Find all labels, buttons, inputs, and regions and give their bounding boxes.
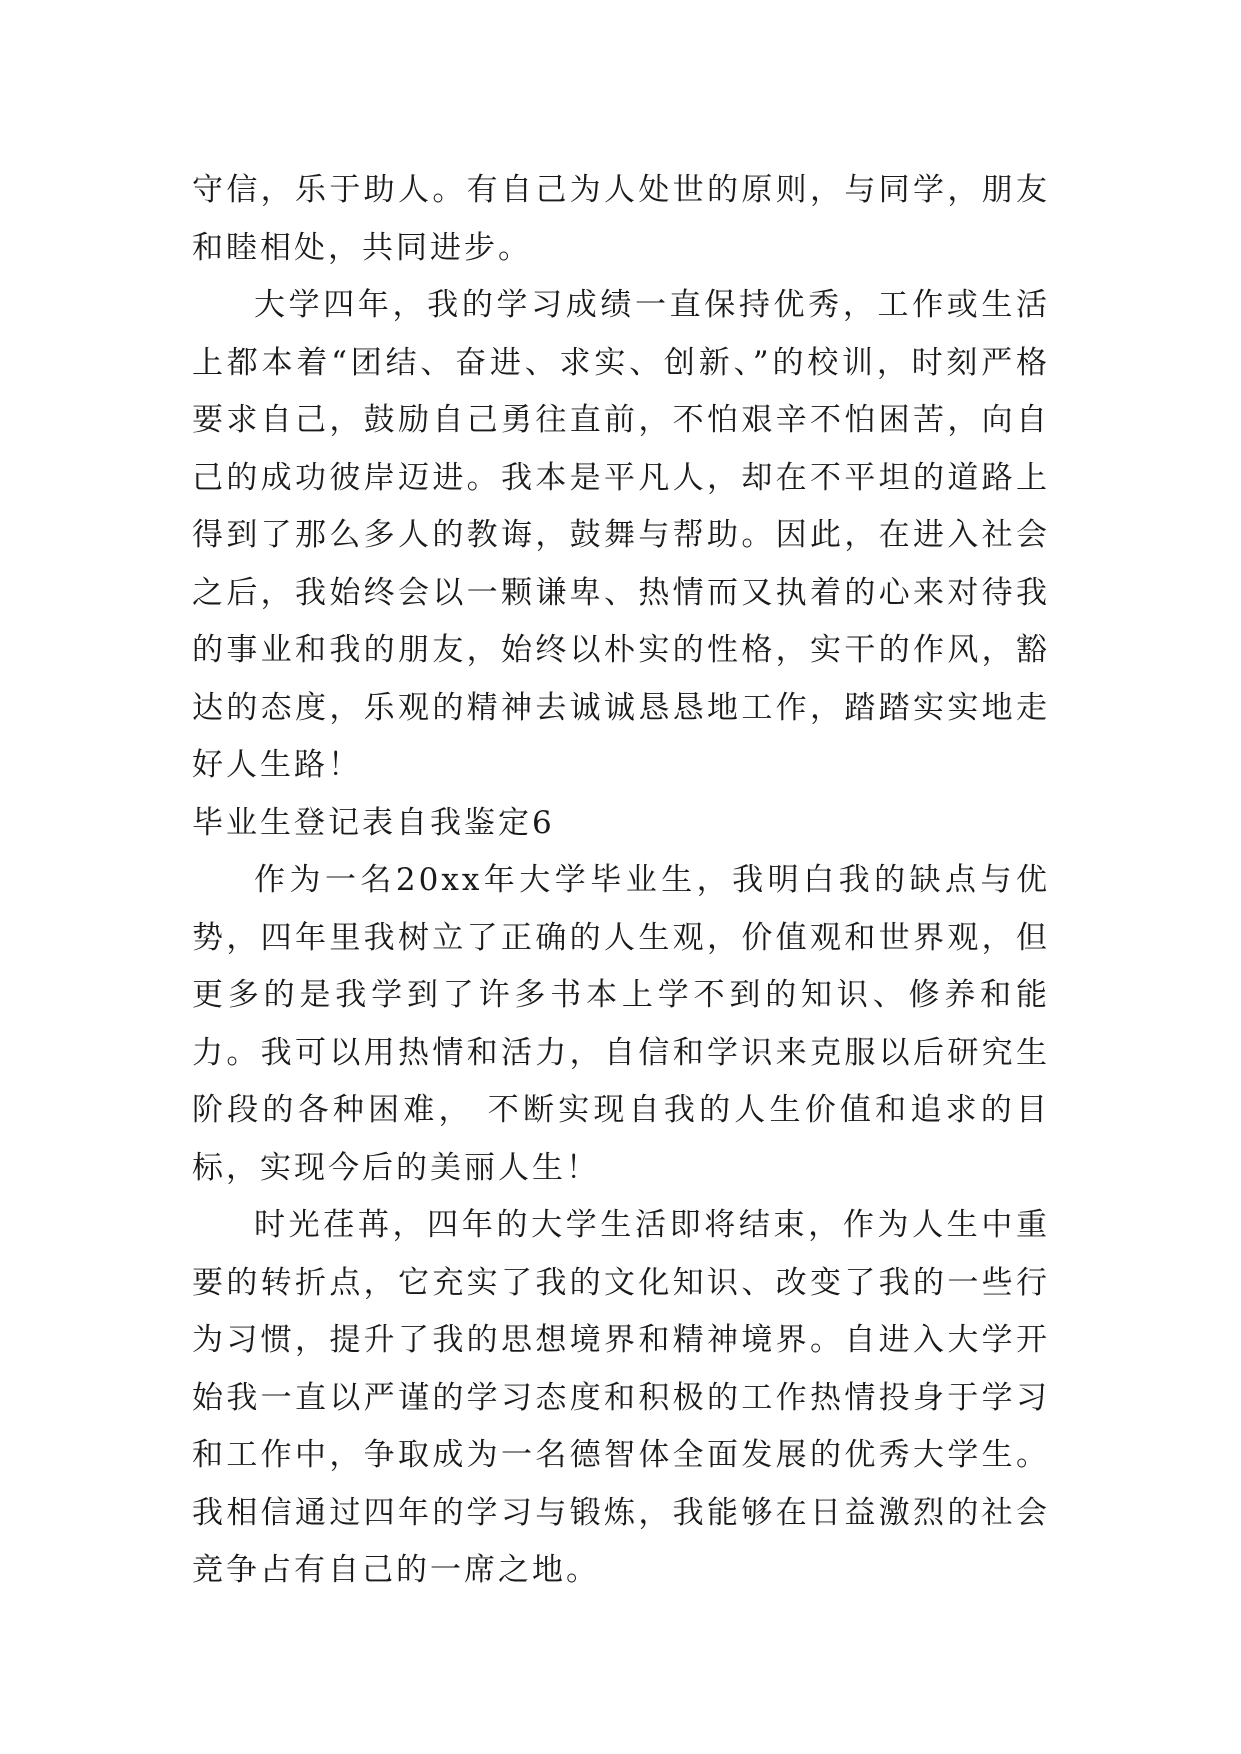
paragraph-time-flies: 时光荏苒，四年的大学生活即将结束，作为人生中重要的转折点，它充实了我的文化知识、改变了我的一些行为习惯，提升了我的思想境界和精神境界。自进入大学开始我一直以严谨的学习态度和积极的工作热情投身于学习和工作中，争取成为一名德智体全面发展的优秀大学生。我相信通过四年的学习与锻炼，我能够在日益激烈的社会竞争占有自己的一席之地。 [192,1207,1050,1588]
document-body [192,162,1050,1600]
paragraph-university-years: 大学四年，我的学习成绩一直保持优秀，工作或生活上都本着“团结、奋进、求实、创新、”的校训，时刻严格要求自己，鼓励自己勇往直前，不怕艰辛不怕困苦，向自己的成功彼岸迈进。我本是平凡人，却在不平坦的道路上得到了那么多人的教诲，鼓舞与帮助。因此，在进入社会之后，我始终会以一颗谦卑、热情而又执着的心来对待我的事业和我的朋友，始终以朴实的性格，实干的作风，豁达的态度，乐观的精神去诚诚恳恳地工作，踏踏实实地走好人生路！ [192,287,1050,783]
section-title: 毕业生登记表自我鉴定6 [192,804,555,841]
paragraph-continued: 守信，乐于助人。有自己为人处世的原则，与同学，朋友和睦相处，共同进步。 [192,172,1050,266]
paragraph-graduate-intro: 作为一名20xx年大学毕业生，我明白我的缺点与优势，四年里我树立了正确的人生观，价值观和世界观，但更多的是我学到了许多书本上学不到的知识、修养和能力。我可以用热情和活力，自信和学识来克服以后研究生阶段的各种困难， 不断实现自我的人生价值和追求的目标，实现今后的美丽人生！ [192,862,1050,1186]
